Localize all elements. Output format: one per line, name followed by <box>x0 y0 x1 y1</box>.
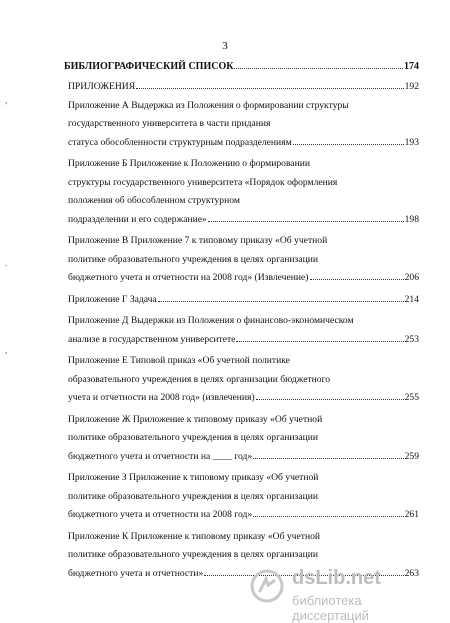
toc-entry[interactable] <box>64 352 419 408</box>
watermark-subtitle: библиотека диссертаций <box>292 593 370 623</box>
toc-entry-text: политике образовательного учреждения в целях организации <box>68 549 318 560</box>
toc-entry-line <box>64 134 419 153</box>
toc-entry-line <box>64 331 419 350</box>
toc-entry-text: Приложение Д Выдержки из Положения о финансово-экономическом <box>68 315 354 326</box>
toc-entry-line <box>64 312 419 331</box>
toc-entry-text: Приложение А Выдержка из Положения о формировании структуры <box>68 99 349 111</box>
toc-entry-text: Приложение Г Задача <box>68 293 157 305</box>
margin-mark: , <box>5 345 8 355</box>
toc-leader-dots <box>253 515 403 517</box>
toc-entry[interactable] <box>64 232 419 288</box>
toc-entry-text: Приложение Е Типовой приказ «Об учетной политике <box>68 355 290 366</box>
toc-entry-line <box>64 211 419 230</box>
toc-entry-line <box>64 488 419 507</box>
toc-entry-text: государственного университета в части придания <box>68 118 271 129</box>
toc-leader-dots <box>236 340 403 342</box>
toc-entry[interactable] <box>64 97 419 153</box>
toc-leader-dots <box>310 278 404 280</box>
toc-entry-page: 193 <box>404 136 419 148</box>
toc-entry-text: статуса обособленности структурным подразделениям <box>68 136 292 148</box>
toc-entry-text: политике образовательного учреждения в целях организации <box>68 253 318 265</box>
watermark <box>240 567 440 623</box>
toc-entry-line <box>64 411 419 430</box>
toc-appendices-page: 192 <box>404 81 419 92</box>
toc-entry[interactable] <box>64 291 419 310</box>
toc-entry-page: 206 <box>404 272 419 283</box>
toc-entry-line <box>64 546 419 565</box>
toc-entry-text: бюджетного учета и отчетности» <box>68 567 204 579</box>
toc-entry-page: 255 <box>404 392 419 403</box>
toc-entry-text: бюджетного учета и отчетности на 2008 год» <box>68 509 253 520</box>
toc-entry-text: Приложение Б Приложение к Положению о формировании <box>68 158 311 169</box>
toc-entry-text: Приложение К Приложение к типовому приказу «Об учетной <box>68 530 321 542</box>
toc-leader-dots <box>208 220 404 222</box>
toc-leader-dots <box>234 67 403 69</box>
toc-entry-text: положения об обособленном структурном <box>68 195 240 206</box>
toc-leader-dots <box>256 398 404 400</box>
toc-entry-line <box>64 469 419 488</box>
toc-bibliography-page: 174 <box>404 61 419 72</box>
toc-entry-line <box>64 174 419 193</box>
toc-entry-text: структуры государственного университета «Порядок оформления <box>68 176 338 188</box>
toc-entry-line <box>64 371 419 390</box>
toc-leader-dots <box>253 457 403 459</box>
toc-entry[interactable] <box>64 155 419 229</box>
toc-entry[interactable] <box>64 312 419 349</box>
dslib-logo-icon <box>250 569 284 603</box>
toc-entry-page: 198 <box>404 213 419 225</box>
toc-entry-text: анализе в государственном университете <box>68 333 236 345</box>
toc-entry-line <box>64 352 419 371</box>
toc-entry[interactable] <box>64 411 419 467</box>
toc-entry-text: бюджетного учета и отчетности на ____ год» <box>68 450 253 462</box>
toc-entry-text: политике образовательного учреждения в целях организации <box>68 490 318 502</box>
page-number: 3 <box>222 40 228 52</box>
toc-entry-line <box>64 291 419 310</box>
toc-entries <box>64 97 419 584</box>
toc-entry-line <box>64 528 419 547</box>
toc-leader-dots <box>293 143 404 145</box>
toc-entry-line <box>64 389 419 408</box>
toc-entry-line <box>64 429 419 448</box>
toc-entry-line <box>64 448 419 467</box>
toc-entry-line <box>64 192 419 211</box>
toc-entry-text: Приложение З Приложение к типовому приказу «Об учетной <box>68 472 319 483</box>
toc-entry-line <box>64 269 419 288</box>
toc-entry-page: 214 <box>404 293 419 305</box>
toc-leader-dots <box>158 300 404 302</box>
toc-entry-text: образовательного учреждения в целях организации бюджетного <box>68 373 331 385</box>
toc-entry-line <box>64 97 419 116</box>
margin-mark: . <box>5 258 8 268</box>
toc-entry-text: учета и отчетности на 2008 год» (извлечения) <box>68 392 255 403</box>
toc-bibliography[interactable] <box>64 56 419 78</box>
toc-entry[interactable] <box>64 469 419 525</box>
margin-mark: , <box>5 95 8 105</box>
table-of-contents <box>64 56 419 586</box>
toc-entry-text: Приложение Ж Приложение к типовому приказу «Об учетной <box>68 413 323 425</box>
toc-entry-line <box>64 115 419 134</box>
toc-entry-page: 259 <box>404 450 419 462</box>
toc-entry-page: 263 <box>404 567 419 579</box>
toc-entry-page: 253 <box>404 333 419 345</box>
toc-bibliography-label: БИБЛИОГРАФИЧЕСКИЙ СПИСОК <box>64 61 234 72</box>
toc-entry-page: 261 <box>404 509 419 520</box>
toc-entry-line <box>64 251 419 270</box>
toc-entry-text: политике образовательного учреждения в целях организации <box>68 432 318 443</box>
toc-leader-dots <box>136 87 404 89</box>
toc-appendices[interactable] <box>64 78 419 97</box>
toc-entry-line <box>64 506 419 525</box>
toc-entry-line <box>64 232 419 251</box>
toc-entry-text: подразделении и его содержание» <box>68 213 207 225</box>
toc-entry-text: бюджетного учета и отчетности на 2008 год» (Извлечение) <box>68 272 309 283</box>
toc-appendices-label: ПРИЛОЖЕНИЯ <box>68 81 136 92</box>
toc-entry-text: Приложение В Приложение 7 к типовому приказу «Об учетной <box>68 235 328 246</box>
watermark-title: dsLib.net <box>292 567 381 589</box>
toc-entry-line <box>64 155 419 174</box>
